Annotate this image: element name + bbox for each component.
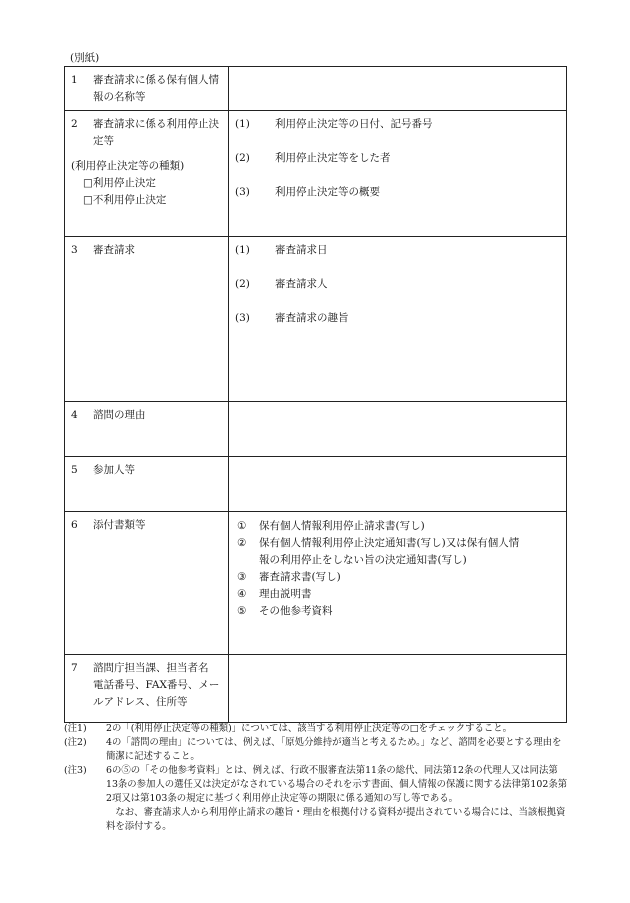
attachment-item xyxy=(237,535,558,552)
note-2 xyxy=(64,736,569,764)
page-label: (別紙) xyxy=(70,52,100,64)
decision-type-suspension: □利用停止決定 xyxy=(83,177,156,189)
row-2-number: 2 xyxy=(71,118,78,130)
attachment-marker: ② xyxy=(237,537,247,549)
item-number: (1) xyxy=(235,244,250,256)
row-2-content-cell xyxy=(229,111,567,237)
row-1-label-cell xyxy=(65,67,229,111)
item-text: 審査請求人 xyxy=(275,278,328,290)
note-3-extra: なお、審査請求人から利用停止請求の趣旨・理由を根拠付ける資料が提出されている場合には、当該根拠資料を添付する。 xyxy=(106,807,566,832)
form-row-4 xyxy=(65,402,567,457)
row-5-content-cell xyxy=(229,457,567,512)
form-row-1 xyxy=(65,67,567,111)
row-4-label-cell xyxy=(65,402,229,457)
row-1-number: 1 xyxy=(71,74,78,86)
attachment-item xyxy=(237,603,558,620)
attachment-text: 保有個人情報利用停止決定通知書(写し)又は保有個人情 xyxy=(259,537,520,549)
row-4-number: 4 xyxy=(71,409,78,421)
note-text: 4の「諮問の理由」については、例えば、「原処分維持が適当と考えるため。」など、諮問を必要とする理由を簡潔に記述すること。 xyxy=(106,737,562,762)
row-1-content-cell xyxy=(229,67,567,111)
note-text: 6の⑤の「その他参考資料」とは、例えば、行政不服審査法第11条の総代、同法第12条の代理人又は同法第13条の参加人の選任又は決定がなされている場合のそれを示す書面、個人情報の保護に関する法律第102条第2項又は第103条の規定に基づく利用停止決定等の期限に係る通知の写し等である。 xyxy=(106,765,568,804)
row-6-label-cell xyxy=(65,512,229,655)
item-number: (2) xyxy=(235,152,250,164)
item-text: 利用停止決定等の日付、記号番号 xyxy=(275,118,433,130)
item-text: 利用停止決定等をした者 xyxy=(275,152,391,164)
attachment-item xyxy=(237,586,558,603)
decision-types-title: (利用停止決定等の種類) xyxy=(71,160,185,172)
attachment-text: 理由説明書 xyxy=(259,588,312,600)
row-7-label-cell xyxy=(65,655,229,723)
note-label: (注2) xyxy=(64,737,87,748)
row-2-label-cell xyxy=(65,111,229,237)
form-row-7 xyxy=(65,655,567,723)
decision-type-non-suspension: □不利用停止決定 xyxy=(83,194,167,206)
attachment-continuation: 報の利用停止をしない旨の決定通知書(写し) xyxy=(259,554,467,566)
row-3-label: 審査請求 xyxy=(93,244,135,256)
item-text: 審査請求の趣旨 xyxy=(275,312,349,324)
row-5-label-cell xyxy=(65,457,229,512)
row-5-label: 参加人等 xyxy=(93,464,135,476)
notes-section xyxy=(64,722,569,834)
row-2-item xyxy=(235,150,560,167)
row-7-label: 諮問庁担当課、担当者名 電話番号、FAX番号、メールアドレス、住所等 xyxy=(93,662,220,708)
row-6-label: 添付書類等 xyxy=(93,519,146,531)
row-2-item xyxy=(235,116,560,133)
attachment-marker: ⑤ xyxy=(237,605,247,617)
note-1 xyxy=(64,722,569,736)
item-number: (3) xyxy=(235,186,250,198)
item-number: (3) xyxy=(235,312,250,324)
form-row-3 xyxy=(65,237,567,402)
attachment-text: 審査請求書(写し) xyxy=(259,571,341,583)
row-4-content-cell xyxy=(229,402,567,457)
item-number: (2) xyxy=(235,278,250,290)
row-1-label: 審査請求に係る保有個人情報の名称等 xyxy=(93,74,219,103)
row-3-label-cell xyxy=(65,237,229,402)
row-3-number: 3 xyxy=(71,244,78,256)
attachment-item xyxy=(237,569,558,586)
row-2-item xyxy=(235,184,560,201)
attachment-text: 保有個人情報利用停止請求書(写し) xyxy=(259,520,425,532)
item-number: (1) xyxy=(235,118,250,130)
row-3-item xyxy=(235,242,560,259)
form-row-2 xyxy=(65,111,567,237)
row-2-label: 審査請求に係る利用停止決定等 xyxy=(93,118,219,147)
note-text: 2の「(利用停止決定等の種類)」については、該当する利用停止決定等の□をチェックすること。 xyxy=(106,723,513,734)
note-label: (注1) xyxy=(64,723,87,734)
row-7-number: 7 xyxy=(71,662,78,674)
row-5-number: 5 xyxy=(71,464,78,476)
attachment-text: その他参考資料 xyxy=(259,605,333,617)
form-row-6 xyxy=(65,512,567,655)
form-table xyxy=(64,66,567,723)
attachment-marker: ① xyxy=(237,520,247,532)
row-7-content-cell xyxy=(229,655,567,723)
attachment-marker: ③ xyxy=(237,571,247,583)
form-row-5 xyxy=(65,457,567,512)
attachment-item xyxy=(237,518,558,535)
item-text: 利用停止決定等の概要 xyxy=(275,186,380,198)
row-4-label: 諮問の理由 xyxy=(93,409,146,421)
item-text: 審査請求日 xyxy=(275,244,328,256)
row-3-item xyxy=(235,310,560,327)
note-3 xyxy=(64,764,569,806)
note-label: (注3) xyxy=(64,765,87,776)
attachment-marker: ④ xyxy=(237,588,247,600)
row-6-content-cell xyxy=(229,512,567,655)
row-3-content-cell xyxy=(229,237,567,402)
row-6-number: 6 xyxy=(71,519,78,531)
row-3-item xyxy=(235,276,560,293)
